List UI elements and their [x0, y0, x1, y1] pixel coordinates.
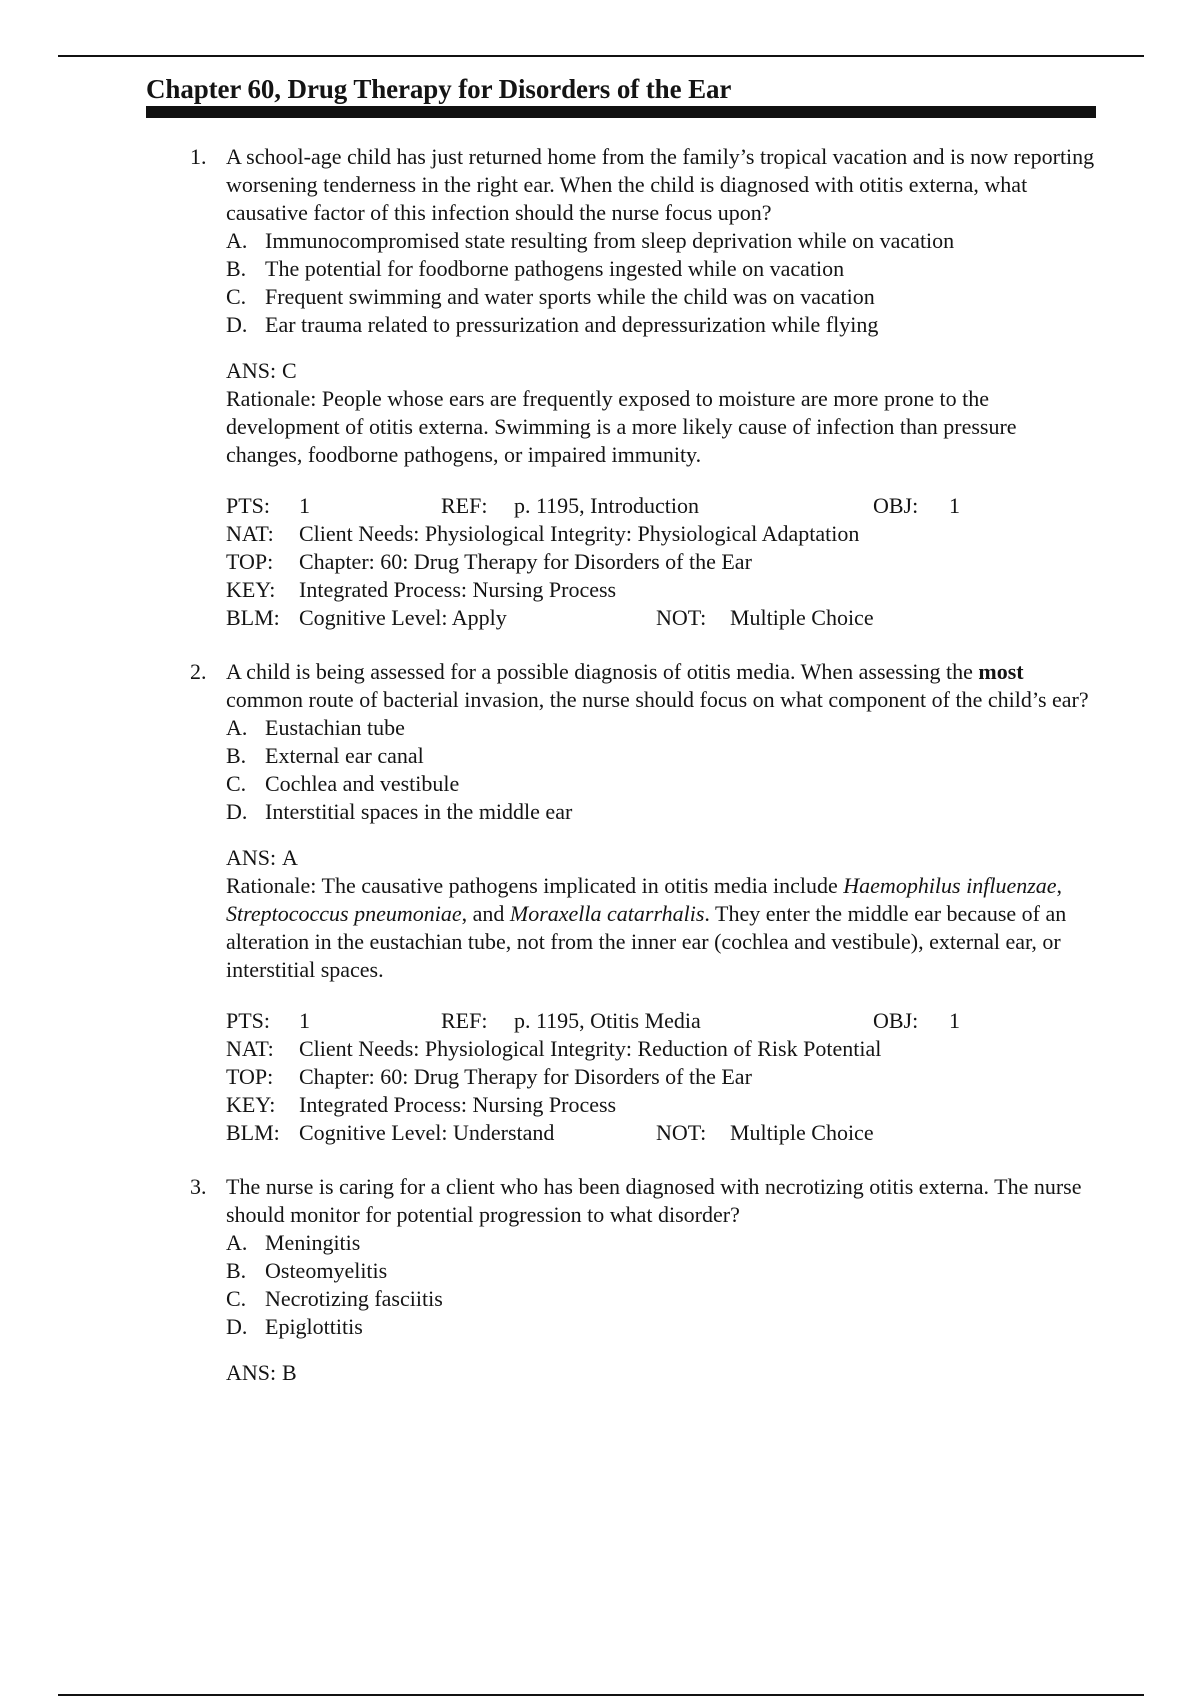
- question-stem: [226, 658, 1096, 714]
- question-3: [146, 1173, 1096, 1387]
- option-text: Cochlea and vestibule: [265, 771, 460, 796]
- answer-options: [226, 1229, 1096, 1341]
- not-label: NOT:: [656, 605, 707, 630]
- pts-value: 1: [299, 1008, 310, 1033]
- option-letter: B.: [226, 1258, 247, 1283]
- meta-row-top: [226, 548, 1096, 576]
- meta-row-nat: [226, 520, 1096, 548]
- question-1: [146, 143, 1096, 632]
- option-text: Ear trauma related to pressurization and depressurization while flying: [265, 312, 879, 337]
- option-letter: D.: [226, 799, 248, 824]
- blm-value: Cognitive Level: Understand: [299, 1120, 555, 1145]
- option-text: Frequent swimming and water sports while the child was on vacation: [265, 284, 875, 309]
- meta-row-blm: [226, 1119, 1096, 1147]
- nat-label: NAT:: [226, 1036, 274, 1061]
- not-value: Multiple Choice: [730, 605, 874, 630]
- rationale-text: ,: [1056, 873, 1063, 898]
- answer-line: [226, 844, 1096, 872]
- pts-value: 1: [299, 493, 310, 518]
- blm-label: BLM:: [226, 1120, 280, 1145]
- meta-row-pts: [226, 492, 1096, 520]
- option-text: Epiglottitis: [265, 1314, 363, 1339]
- answer-value: B: [282, 1360, 297, 1385]
- meta-row-pts: [226, 1007, 1096, 1035]
- meta-row-key: [226, 1091, 1096, 1119]
- obj-value: 1: [949, 1008, 960, 1033]
- option-c: [226, 770, 1096, 798]
- question-number: 3.: [190, 1174, 207, 1199]
- key-value: Integrated Process: Nursing Process: [299, 1092, 617, 1117]
- key-label: KEY:: [226, 577, 276, 602]
- option-letter: C.: [226, 771, 247, 796]
- option-letter: A.: [226, 715, 248, 740]
- option-a: [226, 227, 1096, 255]
- answer-label: ANS:: [226, 845, 277, 870]
- answer-value: A: [282, 845, 298, 870]
- option-letter: D.: [226, 312, 248, 337]
- top-label: TOP:: [226, 549, 274, 574]
- option-text: Immunocompromised state resulting from sleep deprivation while on vacation: [265, 228, 955, 253]
- ref-label: REF:: [441, 493, 488, 518]
- pts-label: PTS:: [226, 493, 271, 518]
- meta-row-key: [226, 576, 1096, 604]
- option-d: [226, 798, 1096, 826]
- obj-label: OBJ:: [873, 1008, 919, 1033]
- question-spacer: [146, 632, 1096, 658]
- ref-value: p. 1195, Introduction: [514, 493, 699, 518]
- key-label: KEY:: [226, 1092, 276, 1117]
- ref-value: p. 1195, Otitis Media: [514, 1008, 701, 1033]
- pathogen-name: Moraxella catarrhalis: [509, 901, 705, 926]
- title-underline-bar: [146, 106, 1096, 118]
- ref-label: REF:: [441, 1008, 488, 1033]
- option-letter: C.: [226, 284, 247, 309]
- question-metadata: [226, 492, 1096, 632]
- top-value: Chapter: 60: Drug Therapy for Disorders of the Ear: [299, 1064, 752, 1089]
- option-text: External ear canal: [265, 743, 424, 768]
- rationale-text: , and: [461, 901, 505, 926]
- option-letter: A.: [226, 228, 248, 253]
- option-text: Necrotizing fasciitis: [265, 1286, 443, 1311]
- top-label: TOP:: [226, 1064, 274, 1089]
- meta-row-blm: [226, 604, 1096, 632]
- answer-line: [226, 1359, 1096, 1387]
- pathogen-name: Streptococcus pneumoniae: [226, 901, 462, 926]
- option-c: [226, 283, 1096, 311]
- question-metadata: [226, 1007, 1096, 1147]
- top-page-rule: [58, 55, 1144, 57]
- stem-emphasis: most: [978, 659, 1024, 684]
- question-number: 2.: [190, 659, 207, 684]
- answer-options: [226, 227, 1096, 339]
- nat-value: Client Needs: Physiological Integrity: Physiological Adaptation: [299, 521, 860, 546]
- rationale: [226, 872, 1096, 984]
- chapter-title: Chapter 60, Drug Therapy for Disorders of the Ear: [146, 74, 732, 104]
- rationale-text: . They enter the middle ear because of an alteration in the eustachian tube, not from the inner ear (cochlea and vestibule), external ear, or interstitial spaces.: [226, 901, 1067, 982]
- pathogen-name: Haemophilus influenzae: [843, 873, 1057, 898]
- answer-label: ANS:: [226, 1360, 277, 1385]
- answer-line: [226, 357, 1096, 385]
- key-value: Integrated Process: Nursing Process: [299, 577, 617, 602]
- stem-text: common route of bacterial invasion, the nurse should focus on what component of the child’s ear?: [226, 687, 1089, 712]
- meta-row-top: [226, 1063, 1096, 1091]
- pts-label: PTS:: [226, 1008, 271, 1033]
- top-value: Chapter: 60: Drug Therapy for Disorders of the Ear: [299, 549, 752, 574]
- option-text: Osteomyelitis: [265, 1258, 388, 1283]
- meta-row-nat: [226, 1035, 1096, 1063]
- nat-value: Client Needs: Physiological Integrity: Reduction of Risk Potential: [299, 1036, 882, 1061]
- not-value: Multiple Choice: [730, 1120, 874, 1145]
- answer-options: [226, 714, 1096, 826]
- option-d: [226, 311, 1096, 339]
- rationale-label: Rationale:: [226, 386, 317, 411]
- answer-value: C: [282, 358, 297, 383]
- option-a: [226, 714, 1096, 742]
- bottom-page-rule: [58, 1694, 1144, 1696]
- option-b: [226, 255, 1096, 283]
- question-stem: The nurse is caring for a client who has been diagnosed with necrotizing otitis externa. The nurse should monitor for potential progression to what disorder?: [226, 1174, 1082, 1227]
- obj-label: OBJ:: [873, 493, 919, 518]
- answer-label: ANS:: [226, 358, 277, 383]
- option-d: [226, 1313, 1096, 1341]
- rationale-text: The causative pathogens implicated in otitis media include: [321, 873, 838, 898]
- rationale: [226, 385, 1096, 469]
- option-letter: C.: [226, 1286, 247, 1311]
- rationale-text: People whose ears are frequently exposed to moisture are more prone to the development of otitis externa. Swimming is a more likely cause of infection than pressure changes, foodborne pathogens, or impaired immunity.: [226, 386, 1017, 467]
- option-letter: B.: [226, 256, 247, 281]
- question-spacer: [146, 1147, 1096, 1173]
- option-letter: D.: [226, 1314, 248, 1339]
- question-number: 1.: [190, 144, 207, 169]
- option-c: [226, 1285, 1096, 1313]
- not-label: NOT:: [656, 1120, 707, 1145]
- obj-value: 1: [949, 493, 960, 518]
- blm-label: BLM:: [226, 605, 280, 630]
- option-a: [226, 1229, 1096, 1257]
- option-letter: B.: [226, 743, 247, 768]
- option-text: Meningitis: [265, 1230, 361, 1255]
- stem-text: A child is being assessed for a possible diagnosis of otitis media. When assessing the: [226, 659, 973, 684]
- nat-label: NAT:: [226, 521, 274, 546]
- question-stem: A school-age child has just returned home from the family’s tropical vacation and is now reporting worsening tenderness in the right ear. When the child is diagnosed with otitis externa, what causative factor of this infection should the nurse focus upon?: [226, 144, 1095, 225]
- option-letter: A.: [226, 1230, 248, 1255]
- option-b: [226, 742, 1096, 770]
- questions-list: [146, 143, 1096, 1387]
- option-text: Interstitial spaces in the middle ear: [265, 799, 573, 824]
- option-text: Eustachian tube: [265, 715, 405, 740]
- blm-value: Cognitive Level: Apply: [299, 605, 507, 630]
- option-text: The potential for foodborne pathogens ingested while on vacation: [265, 256, 845, 281]
- option-b: [226, 1257, 1096, 1285]
- question-2: [146, 658, 1096, 1147]
- rationale-label: Rationale:: [226, 873, 317, 898]
